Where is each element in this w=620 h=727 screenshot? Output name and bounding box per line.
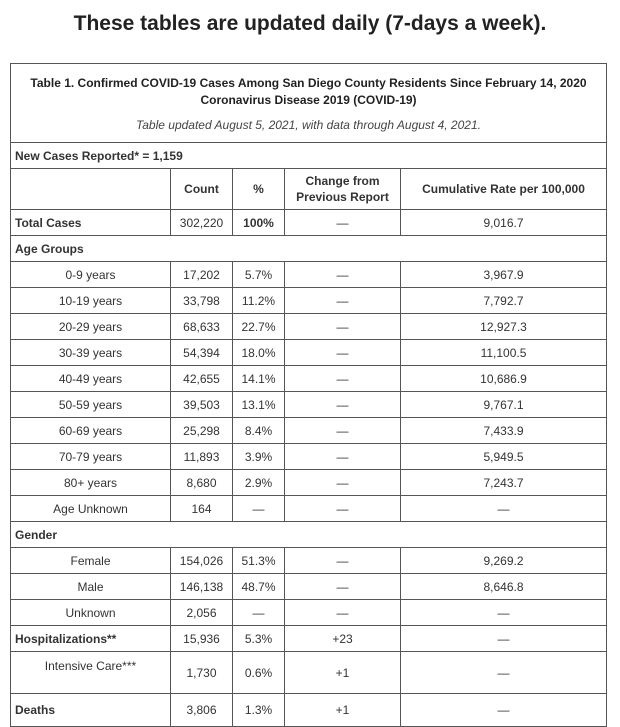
cell-change: +23 [285, 626, 401, 652]
cell-change: — [285, 496, 401, 522]
cell-count: 42,655 [171, 366, 233, 392]
table-row [11, 288, 607, 314]
cell-pct: 2.9% [233, 470, 285, 496]
cell-change: — [285, 262, 401, 288]
cell-change: — [285, 574, 401, 600]
cell-rate: — [401, 600, 607, 626]
row-label: Hospitalizations** [11, 626, 171, 652]
header-pct: % [233, 169, 285, 210]
row-label: 50-59 years [11, 392, 171, 418]
row-label: 10-19 years [11, 288, 171, 314]
cell-pct: 22.7% [233, 314, 285, 340]
cell-pct: — [233, 600, 285, 626]
row-label: Deaths [11, 694, 171, 727]
cell-rate: 7,792.7 [401, 288, 607, 314]
table-updated-note: Table updated August 5, 2021, with data through August 4, 2021. [136, 117, 481, 132]
row-label: 60-69 years [11, 418, 171, 444]
row-label: 20-29 years [11, 314, 171, 340]
cell-count: 164 [171, 496, 233, 522]
cell-pct: — [233, 496, 285, 522]
total-cases-row [11, 210, 607, 236]
row-label: 80+ years [11, 470, 171, 496]
cell-rate: — [401, 496, 607, 522]
age-groups-section-row [11, 236, 607, 262]
cell-rate: — [401, 652, 607, 694]
cell-count: 15,936 [171, 626, 233, 652]
cell-change: — [285, 392, 401, 418]
cell-pct: 51.3% [233, 548, 285, 574]
cell-rate: 9,767.1 [401, 392, 607, 418]
cell-count: 2,056 [171, 600, 233, 626]
table-row [11, 470, 607, 496]
cell-count: 25,298 [171, 418, 233, 444]
new-cases-row [11, 143, 607, 169]
row-label: Male [11, 574, 171, 600]
cell-pct: 1.3% [233, 694, 285, 727]
table-row [11, 262, 607, 288]
intensive-care-row [11, 652, 607, 694]
cell-count: 11,893 [171, 444, 233, 470]
cell-count: 3,806 [171, 694, 233, 727]
table-title-cell [11, 64, 607, 143]
cell-change: — [285, 548, 401, 574]
table-row [11, 600, 607, 626]
cell-change: — [285, 600, 401, 626]
cell-pct: 18.0% [233, 340, 285, 366]
cell-rate: 9,016.7 [401, 210, 607, 236]
hospitalizations-row [11, 626, 607, 652]
cell-change: — [285, 314, 401, 340]
header-rate: Cumulative Rate per 100,000 [401, 169, 607, 210]
table-subtitle: Coronavirus Disease 2019 (COVID-19) [200, 92, 417, 107]
row-label: Female [11, 548, 171, 574]
cell-rate: 12,927.3 [401, 314, 607, 340]
row-label: 40-49 years [11, 366, 171, 392]
cell-change: +1 [285, 652, 401, 694]
cell-pct: 3.9% [233, 444, 285, 470]
cell-rate: 11,100.5 [401, 340, 607, 366]
row-label: Unknown [11, 600, 171, 626]
gender-section-row [11, 522, 607, 548]
cell-count: 68,633 [171, 314, 233, 340]
table-row [11, 418, 607, 444]
row-label: Age Unknown [11, 496, 171, 522]
row-label: 70-79 years [11, 444, 171, 470]
column-header-row [11, 169, 607, 210]
cell-pct: 13.1% [233, 392, 285, 418]
table-row [11, 392, 607, 418]
cell-change: — [285, 444, 401, 470]
header-count: Count [171, 169, 233, 210]
cell-rate: 5,949.5 [401, 444, 607, 470]
row-label: Intensive Care*** [11, 652, 171, 694]
cell-pct: 0.6% [233, 652, 285, 694]
cell-pct: 14.1% [233, 366, 285, 392]
cell-rate: 3,967.9 [401, 262, 607, 288]
cell-change: — [285, 340, 401, 366]
cell-pct: 48.7% [233, 574, 285, 600]
cell-count: 1,730 [171, 652, 233, 694]
cell-change: — [285, 470, 401, 496]
cell-pct: 5.3% [233, 626, 285, 652]
cell-rate: 7,433.9 [401, 418, 607, 444]
cell-count: 54,394 [171, 340, 233, 366]
table-row [11, 496, 607, 522]
covid-cases-table [10, 63, 607, 727]
cell-pct: 11.2% [233, 288, 285, 314]
page-banner: These tables are updated daily (7-days a week). [73, 12, 547, 35]
cell-pct: 100% [233, 210, 285, 236]
row-label: 0-9 years [11, 262, 171, 288]
cell-change: +1 [285, 694, 401, 727]
row-label: 30-39 years [11, 340, 171, 366]
cell-rate: 9,269.2 [401, 548, 607, 574]
new-cases-cell: New Cases Reported* = 1,159 [11, 143, 607, 169]
table-row [11, 574, 607, 600]
cell-pct: 5.7% [233, 262, 285, 288]
cell-count: 33,798 [171, 288, 233, 314]
table-row [11, 314, 607, 340]
table-row [11, 366, 607, 392]
table-row [11, 548, 607, 574]
cell-count: 8,680 [171, 470, 233, 496]
header-change: Change from Previous Report [285, 169, 401, 210]
cell-change: — [285, 418, 401, 444]
cell-count: 39,503 [171, 392, 233, 418]
section-label: Age Groups [11, 236, 607, 262]
cell-count: 154,026 [171, 548, 233, 574]
cell-count: 17,202 [171, 262, 233, 288]
cell-rate: 8,646.8 [401, 574, 607, 600]
cell-change: — [285, 210, 401, 236]
cell-change: — [285, 366, 401, 392]
table-row [11, 340, 607, 366]
header-blank [11, 169, 171, 210]
table-title-row [11, 64, 607, 143]
cell-rate: — [401, 626, 607, 652]
cell-count: 302,220 [171, 210, 233, 236]
cell-rate: — [401, 694, 607, 727]
cell-pct: 8.4% [233, 418, 285, 444]
cell-change: — [285, 288, 401, 314]
section-label: Gender [11, 522, 607, 548]
cell-rate: 7,243.7 [401, 470, 607, 496]
cell-rate: 10,686.9 [401, 366, 607, 392]
cell-count: 146,138 [171, 574, 233, 600]
table-title: Table 1. Confirmed COVID-19 Cases Among San Diego County Residents Since February 14, 2020 [30, 75, 587, 90]
table-row [11, 444, 607, 470]
row-label: Total Cases [11, 210, 171, 236]
